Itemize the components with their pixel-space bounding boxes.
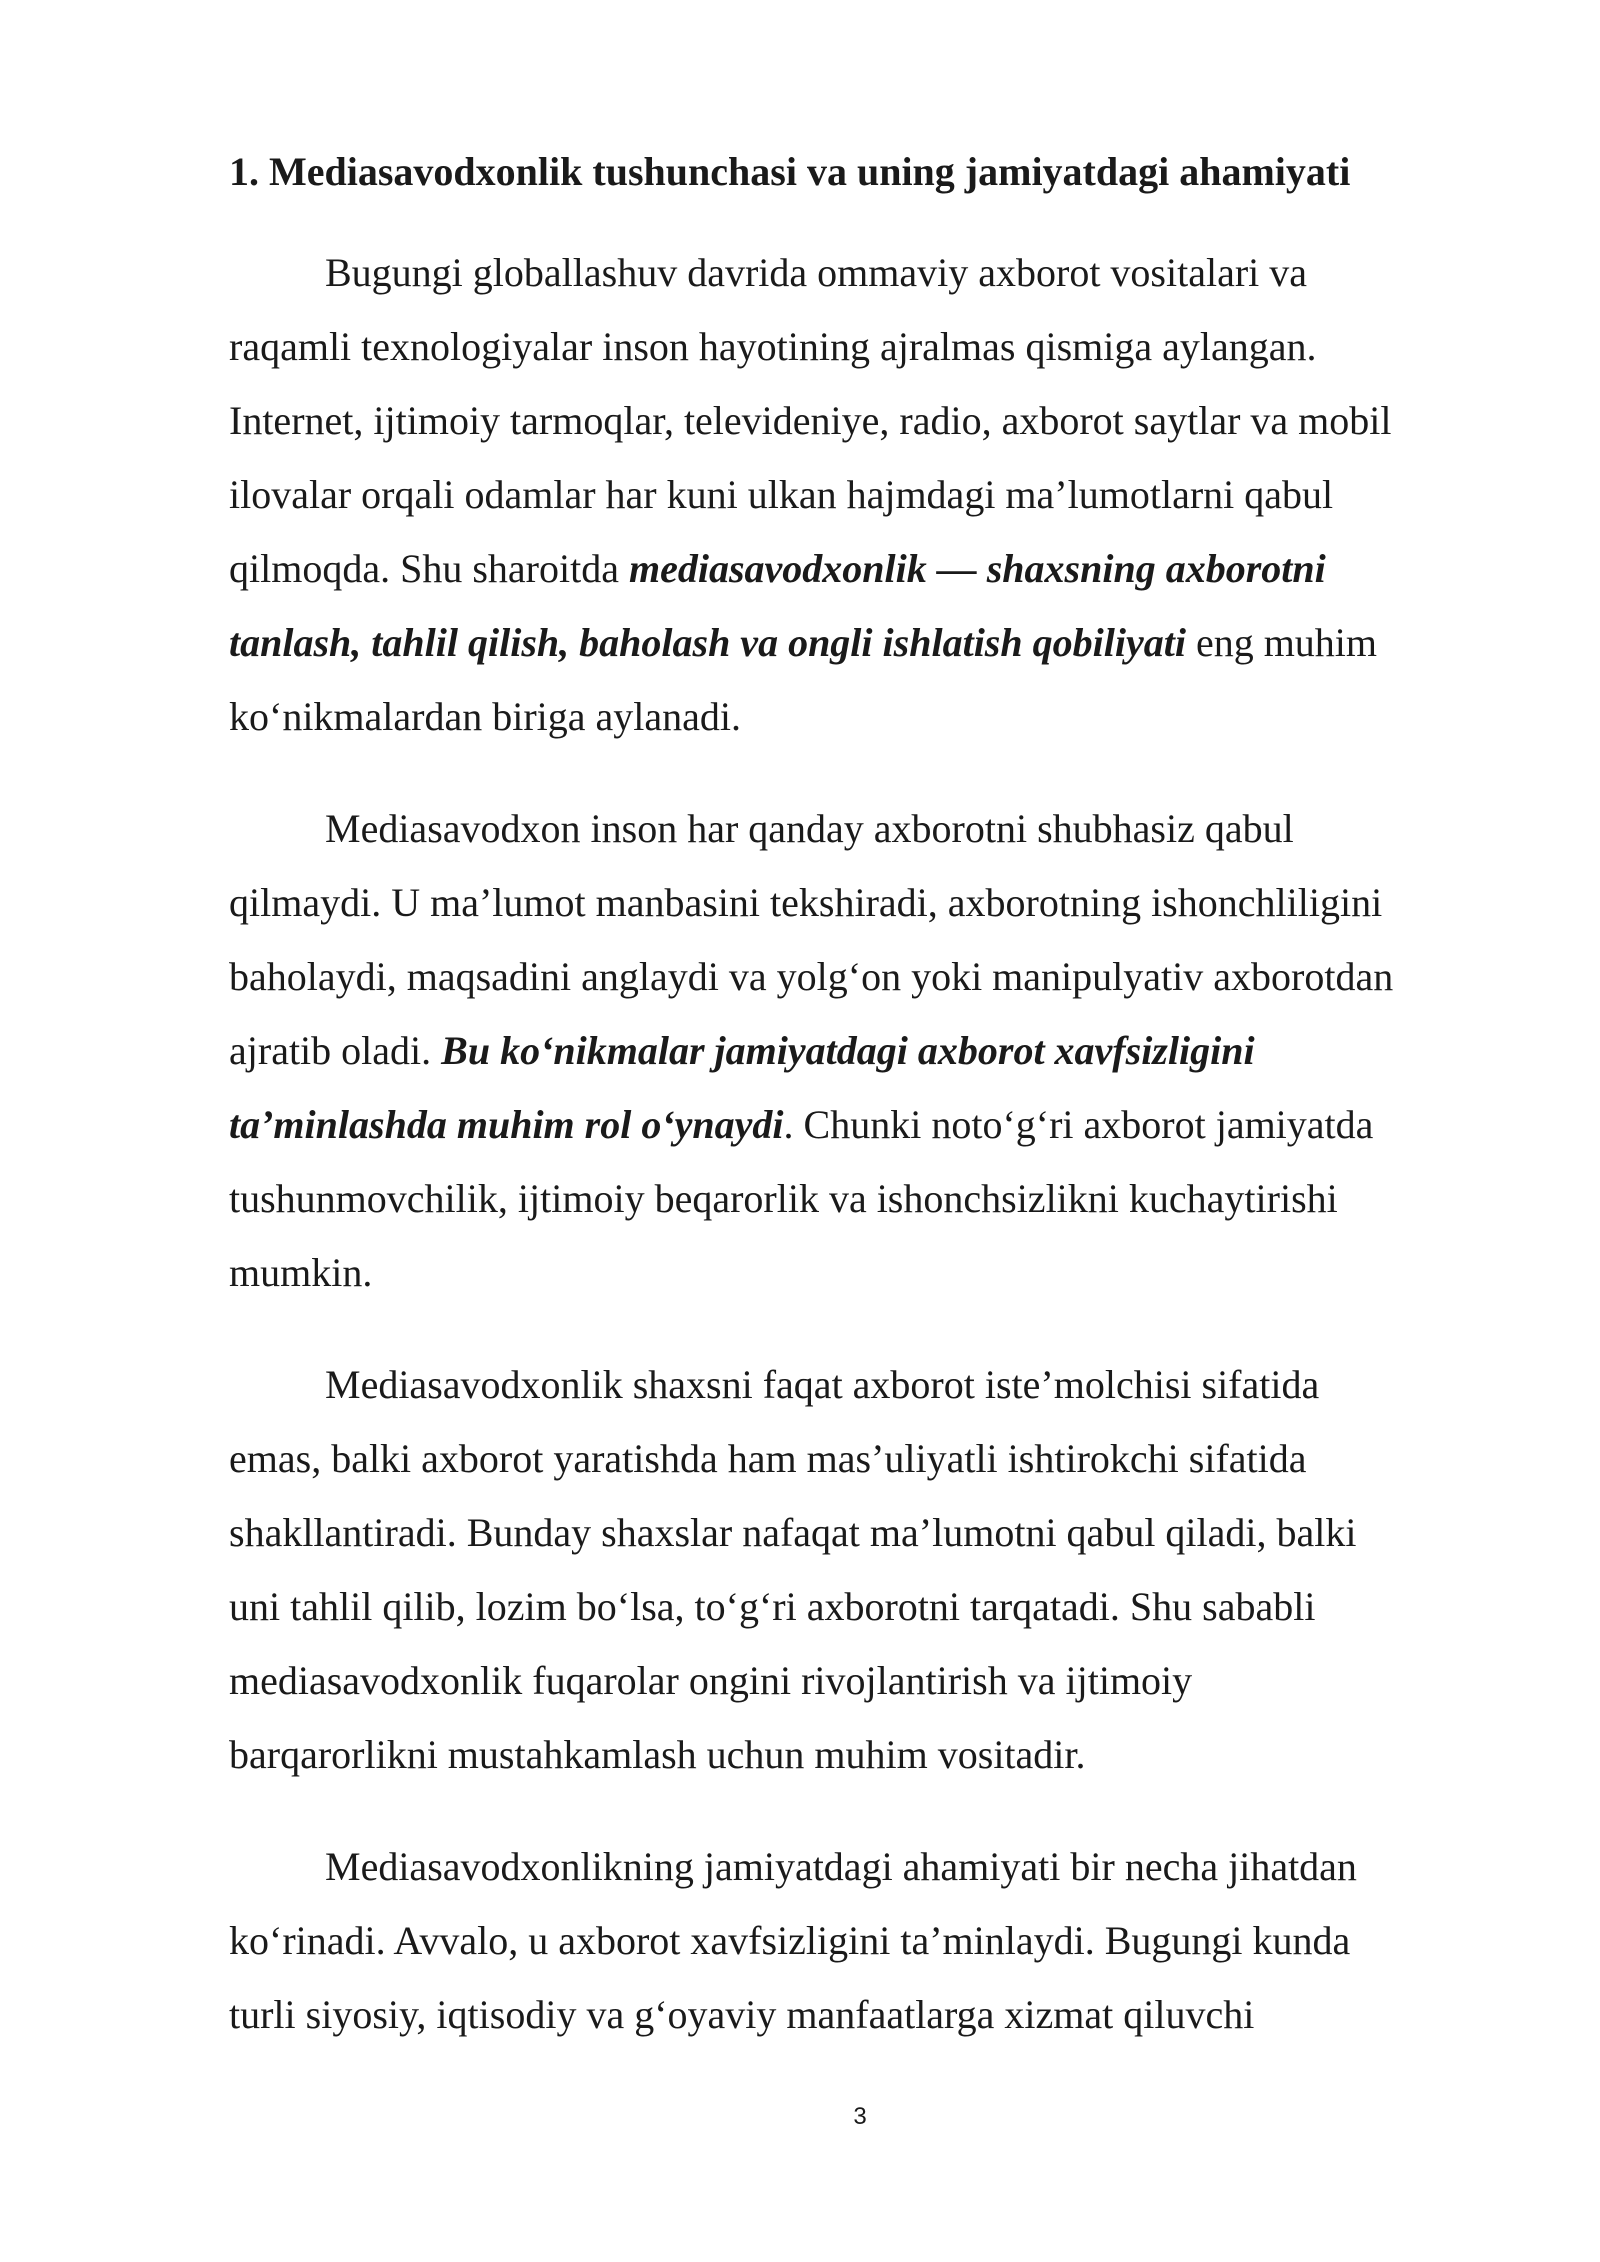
emphasis-statement: ta’minlashda muhim rol o‘ynaydi (229, 1102, 784, 1147)
paragraph-line: shakllantiradi. Bunday shaxslar nafaqat ma’lumotni qabul qiladi, balki (229, 1510, 1357, 1555)
section-heading: 1. Mediasavodxonlik tushunchasi va uning jamiyatdagi ahamiyati (229, 149, 1351, 194)
paragraph-line (229, 1088, 1529, 1162)
text-run: . Chunki noto‘g‘ri axborot jamiyatda (783, 1102, 1374, 1147)
emphasis-statement: Bu ko‘nikmalar jamiyatdagi axborot xavfsizligini (441, 1028, 1255, 1073)
paragraph-line: Mediasavodxonlikning jamiyatdagi ahamiyati bir necha jihatdan (325, 1844, 1357, 1889)
paragraph-line: ilovalar orqali odamlar har kuni ulkan hajmdagi ma’lumotlarni qabul (229, 472, 1334, 517)
paragraph-line: mediasavodxonlik fuqarolar ongini rivojlantirish va ijtimoiy (229, 1658, 1193, 1703)
paragraph-line (229, 606, 1529, 680)
paragraph-line: ko‘rinadi. Avvalo, u axborot xavfsizligini ta’minlaydi. Bugungi kunda (229, 1918, 1351, 1963)
paragraph-line: ko‘nikmalardan biriga aylanadi. (229, 694, 742, 739)
paragraph-4 (229, 1830, 1529, 2052)
paragraph-3 (229, 1348, 1529, 1792)
paragraph-line: tushunmovchilik, ijtimoiy beqarorlik va ishonchsizlikni kuchaytirishi (229, 1176, 1338, 1221)
text-run: qilmoqda. Shu sharoitda (229, 546, 629, 591)
paragraph-line: raqamli texnologiyalar inson hayotining ajralmas qismiga aylangan. (229, 324, 1317, 369)
paragraph-line (229, 532, 1529, 606)
paragraph-line: baholaydi, maqsadini anglaydi va yolg‘on yoki manipulyativ axborotdan (229, 954, 1394, 999)
paragraph-line: turli siyosiy, iqtisodiy va g‘oyaviy manfaatlarga xizmat qiluvchi (229, 1992, 1255, 2037)
paragraph-line: barqarorlikni mustahkamlash uchun muhim vositadir. (229, 1732, 1086, 1777)
page-number: 3 (853, 2103, 867, 2130)
paragraph-line: Internet, ijtimoiy tarmoqlar, televideniye, radio, axborot saytlar va mobil (229, 398, 1392, 443)
page-content (229, 148, 1529, 2090)
paragraph-line: Mediasavodxon inson har qanday axborotni shubhasiz qabul (325, 806, 1294, 851)
paragraph-line: Mediasavodxonlik shaxsni faqat axborot iste’molchisi sifatida (325, 1362, 1320, 1407)
paragraph-line: Bugungi globallashuv davrida ommaviy axborot vositalari va (325, 250, 1308, 295)
paragraph-line: uni tahlil qilib, lozim bo‘lsa, to‘g‘ri axborotni tarqatadi. Shu sababli (229, 1584, 1316, 1629)
emphasis-definition: tanlash, tahlil qilish, baholash va ongli ishlatish qobiliyati (229, 620, 1186, 665)
paragraph-1 (229, 236, 1529, 754)
text-run: eng muhim (1185, 620, 1378, 665)
paragraph-line: emas, balki axborot yaratishda ham mas’uliyatli ishtirokchi sifatida (229, 1436, 1307, 1481)
paragraph-line (229, 1014, 1529, 1088)
paragraph-line: mumkin. (229, 1250, 373, 1295)
paragraph-2 (229, 792, 1529, 1310)
text-run: ajratib oladi. (229, 1028, 442, 1073)
emphasis-definition: mediasavodxonlik — shaxsning axborotni (628, 546, 1326, 591)
paragraph-line: qilmaydi. U ma’lumot manbasini tekshiradi, axborotning ishonchliligini (229, 880, 1383, 925)
